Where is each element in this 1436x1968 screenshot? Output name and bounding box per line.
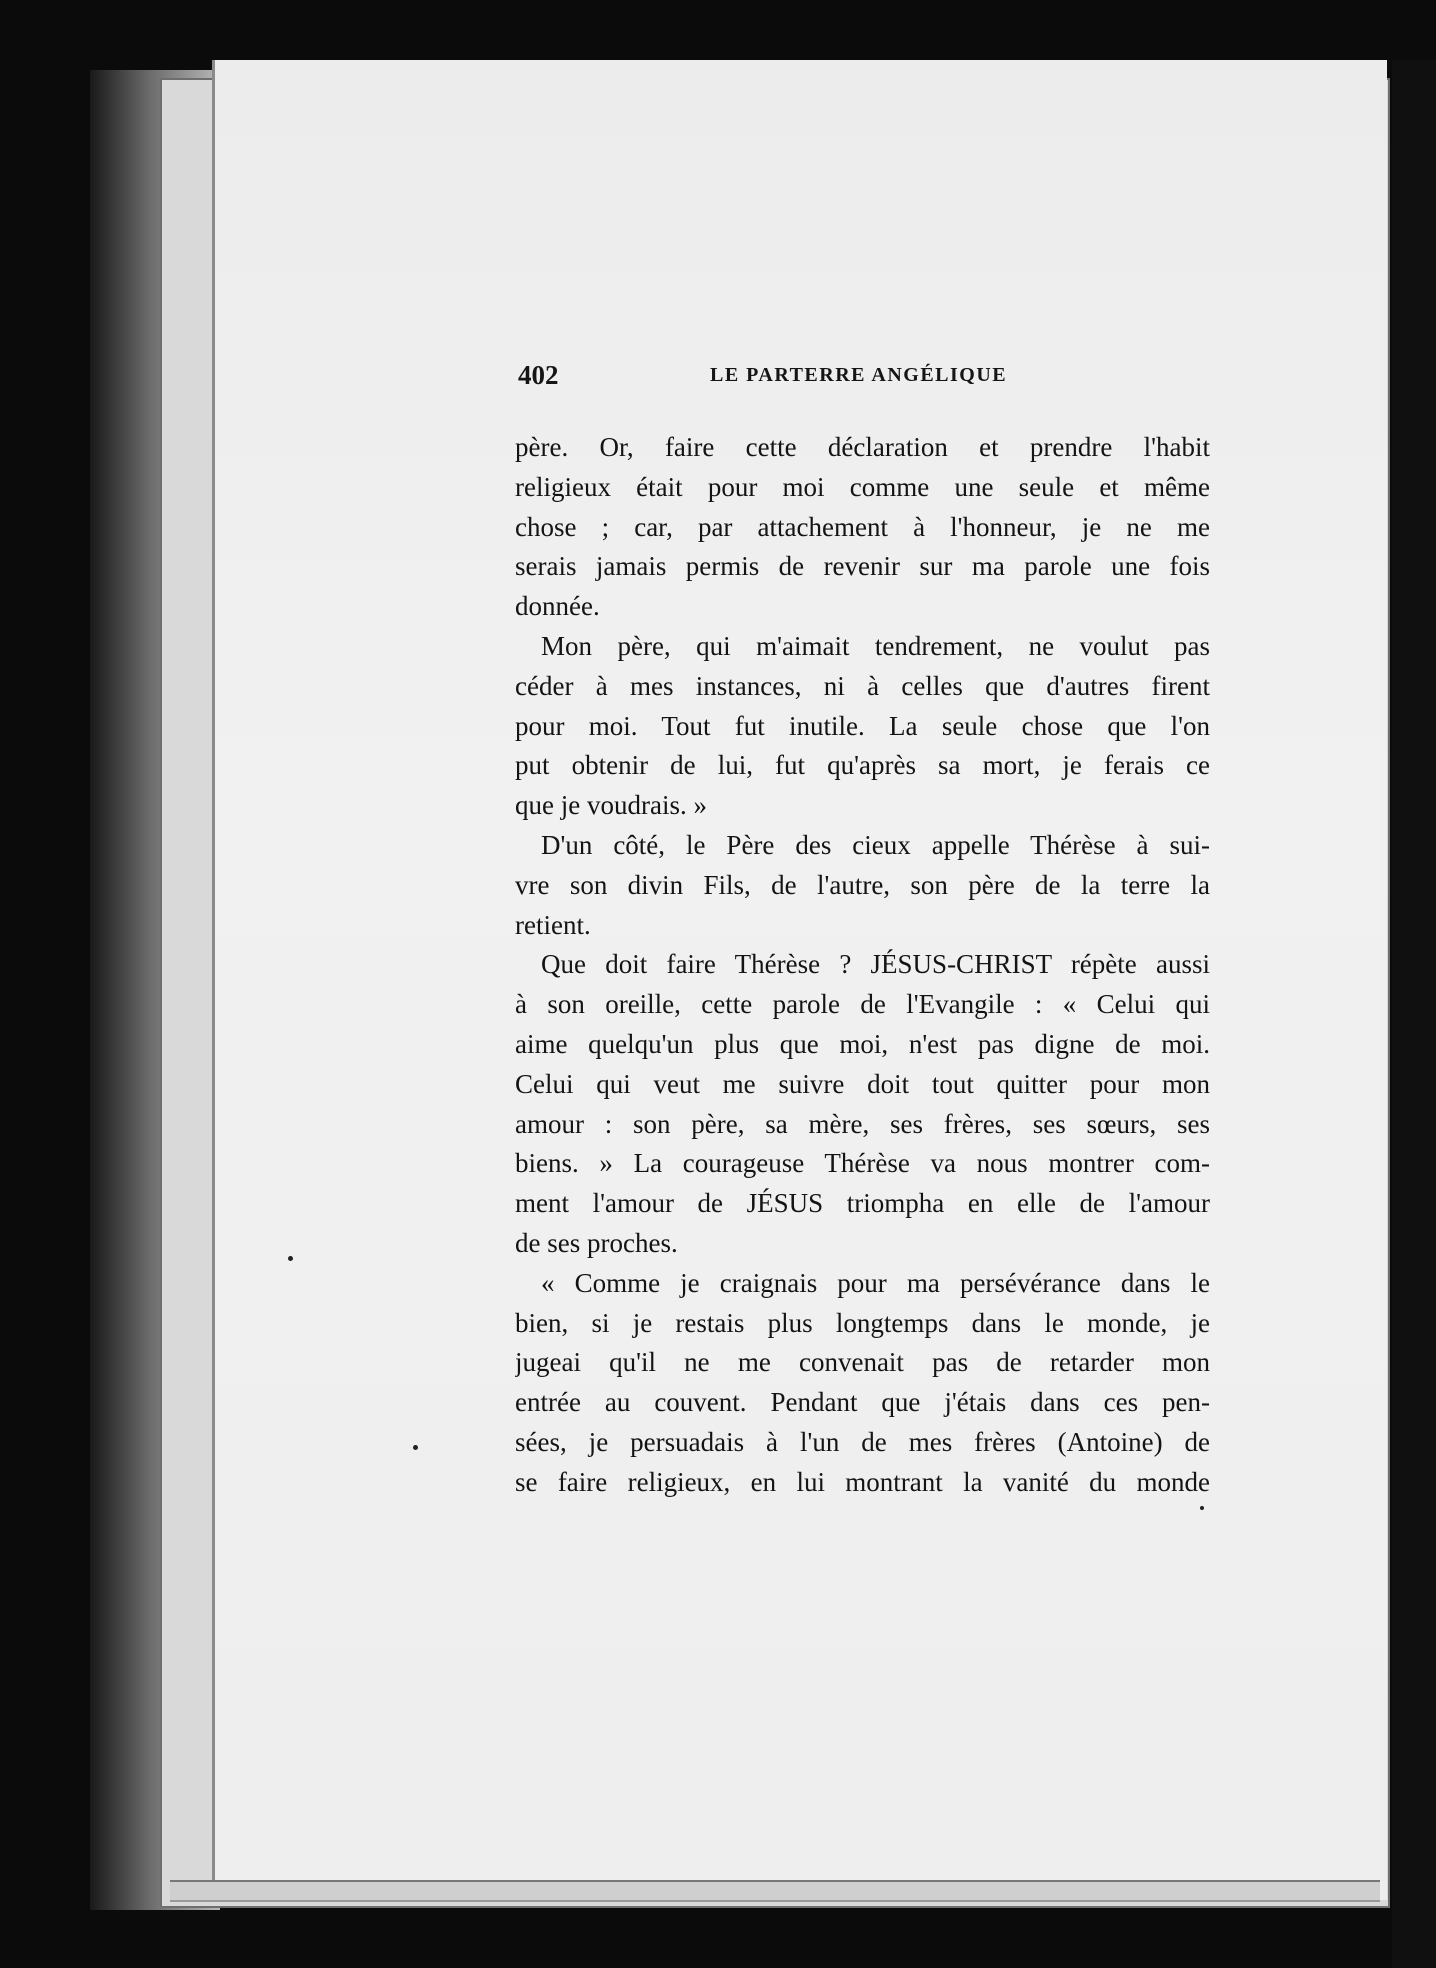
text-line: pour moi. Tout fut inutile. La seule chose que l'on xyxy=(515,710,1210,741)
text-line: bien, si je restais plus longtemps dans le monde, je xyxy=(515,1307,1210,1338)
text-line: chose ; car, par attachement à l'honneur, je ne me xyxy=(515,511,1210,542)
text-line: Que doit faire Thérèse ? JÉSUS-CHRIST répète aussi xyxy=(541,949,1210,980)
body-text xyxy=(515,428,1210,1503)
scan-speck xyxy=(413,1445,418,1450)
text-line: à son oreille, cette parole de l'Evangile : « Celui qui xyxy=(515,989,1210,1020)
text-line: serais jamais permis de revenir sur ma parole une fois xyxy=(515,551,1210,582)
text-line: amour : son père, sa mère, ses frères, ses sœurs, ses xyxy=(515,1108,1210,1139)
scan-speck xyxy=(1200,1506,1204,1510)
text-line: Celui qui veut me suivre doit tout quitter pour mon xyxy=(515,1068,1210,1099)
text-line: D'un côté, le Père des cieux appelle Thérèse à sui- xyxy=(541,829,1210,860)
text-line: se faire religieux, en lui montrant la vanité du monde xyxy=(515,1466,1210,1497)
text-line: sées, je persuadais à l'un de mes frères (Antoine) de xyxy=(515,1426,1210,1457)
text-line: jugeai qu'il ne me convenait pas de retarder mon xyxy=(515,1347,1210,1378)
text-line: aime quelqu'un plus que moi, n'est pas digne de moi. xyxy=(515,1028,1210,1059)
text-line: biens. » La courageuse Thérèse va nous montrer com- xyxy=(515,1148,1210,1179)
page-edge-lines xyxy=(170,1880,1380,1902)
page-number: 402 xyxy=(518,360,559,390)
text-line: religieux était pour moi comme une seule et même xyxy=(515,471,1210,502)
text-line: ment l'amour de JÉSUS triompha en elle de l'amour xyxy=(515,1188,1210,1219)
scan-border-right xyxy=(1392,60,1436,1968)
text-line: vre son divin Fils, de l'autre, son père de la terre la xyxy=(515,869,1210,900)
running-title: LE PARTERRE ANGÉLIQUE xyxy=(710,364,1008,386)
text-line: que je voudrais. » xyxy=(515,790,707,821)
text-line: céder à mes instances, ni à celles que d'autres firent xyxy=(515,670,1210,701)
text-line: donnée. xyxy=(515,591,600,622)
scan-speck xyxy=(288,1256,293,1261)
text-line: père. Or, faire cette déclaration et prendre l'habit xyxy=(515,432,1210,462)
text-line: retient. xyxy=(515,909,591,940)
text-line: « Comme je craignais pour ma persévérance dans le xyxy=(541,1267,1210,1298)
text-line: Mon père, qui m'aimait tendrement, ne voulut pas xyxy=(541,630,1210,661)
text-line: entrée au couvent. Pendant que j'étais dans ces pen- xyxy=(515,1387,1210,1418)
text-line: put obtenir de lui, fut qu'après sa mort, je ferais ce xyxy=(515,750,1210,781)
running-head xyxy=(518,360,1028,396)
text-line: de ses proches. xyxy=(515,1227,678,1258)
